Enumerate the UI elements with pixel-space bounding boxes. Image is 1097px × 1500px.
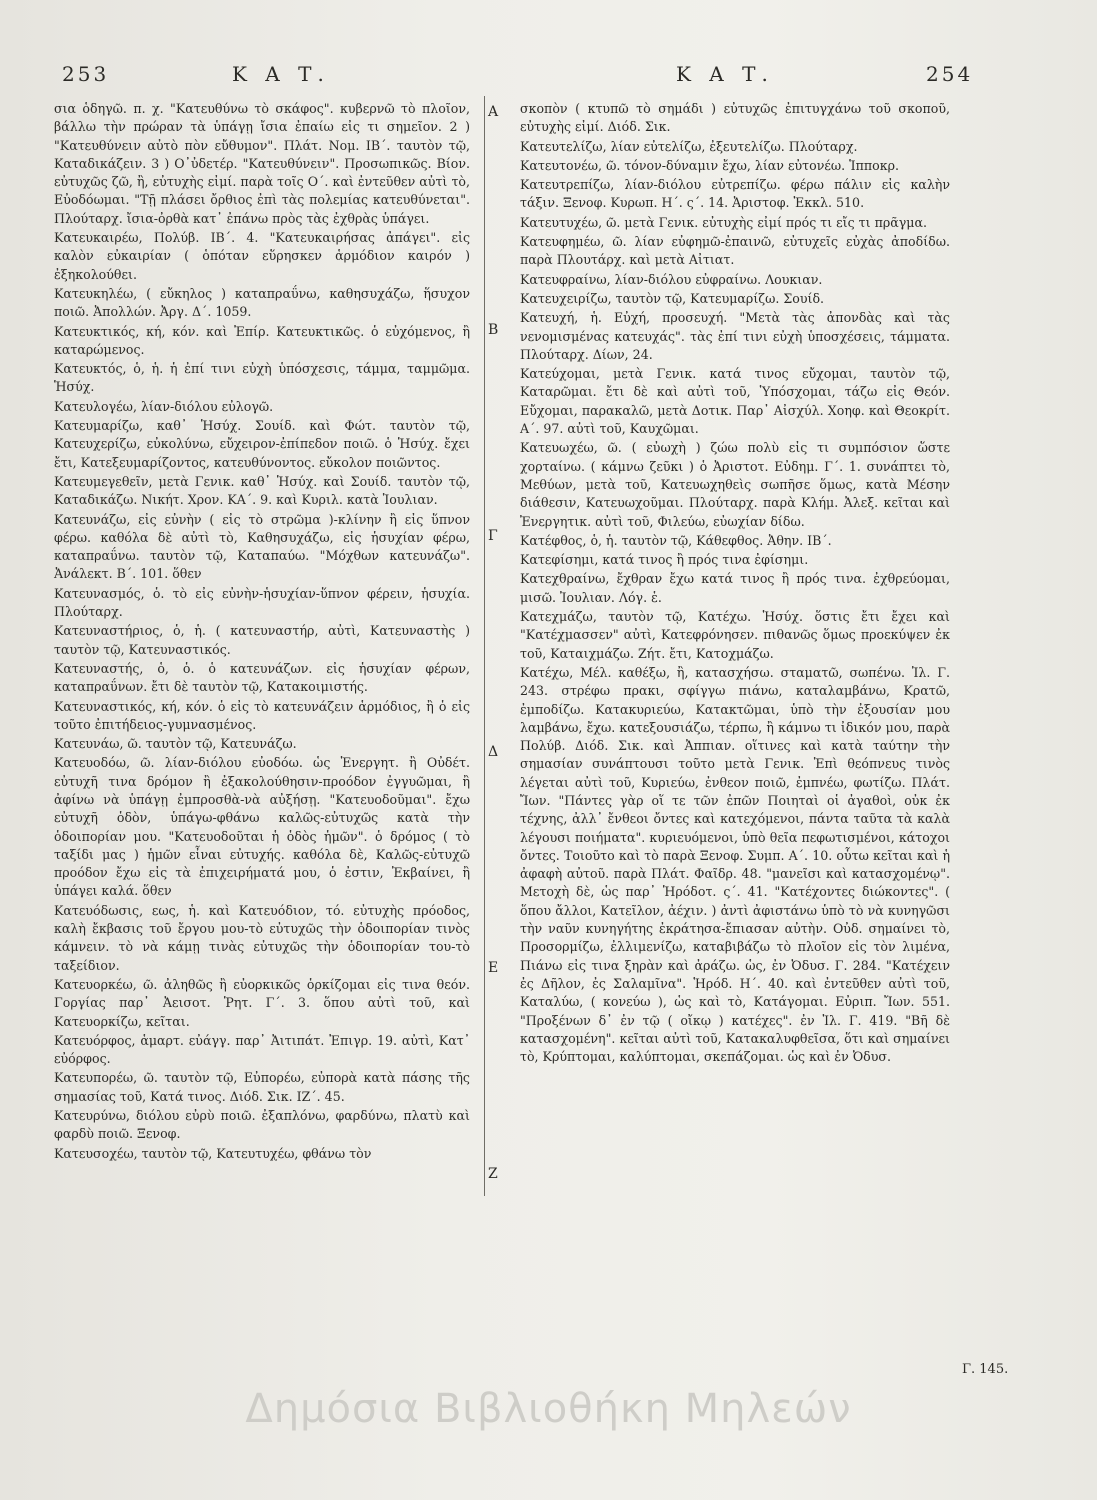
right-column-entry: Κατέχω, Μέλ. καθέξω, ἢ, κατασχήσω. σταματῶ, σωπένω. Ἰλ. Γ. 243. στρέφω πρακι, σφίγγω πιάνω, καταλαμβάνω, Κρατῶ, ἐμποδίζω. Κατακυριεύω, Κατακτῶμαι, ὑπὸ τὴν ἐξουσίαν μου λαμβάνω, ἔχω. κατεξουσιάζω, τέρπω, ἢ κάμνω τι ἰδικόν μου, παρὰ Πολύβ. Διόδ. Σικ. καὶ Ἀππιαν. οἵτινες καὶ κατὰ ταύτην τὴν σημασίαν συνάπτουσι τοῦτο μετὰ Γενικ. Ἐπὶ θεόπνευς τινὸς λέγεται αὐτὶ τοῦ, Κυριεύω, ἐνθεον ποιῶ, ἐμπνέω, φωτίζω. Πλάτ. Ἴων. "Πάντες γὰρ οἵ τε τῶν ἐπῶν Ποιηταὶ οἱ ἀγαθοὶ, οὐκ ἐκ τέχνης, ἀλλ᾽ ἔνθεοι ὄντες καὶ κατεχόμενοι, πάντα ταῦτα τὰ καλὰ λέγουσι ποιήματα". κυριευόμενοι, ὑπὸ θεῖα πεφωτισμένοι, κάτοχοι ὄντες. Τοιοῦτο καὶ τὸ παρὰ Ξενοφ. Συμπ. Α΄. 10. οὗτω κεῖται καὶ ἡ ἀφαφὴ αὐτοῦ. παρὰ Πλάτ. Φαῖδρ. 48. "μανεῖσι καὶ κατασχομένῳ". Μετοχὴ δὲ, ὡς παρ᾽ Ἡρόδοτ. ς΄. 41. "Κατέχοντες διώκοντες". ( ὅπου ἄλλοι, Κατεῖλον, ἀέχιν. ) ἀντὶ ἀφιστάνω ὑπὸ τὸ νὰ κυνηγῶσι τὴν ναῦν κυνηγήτης ἐκράτησα-ἔπιασαν αὐτὴν. Οὐδ. σημαίνει τὸ, Προσορμίζω, ἐλλιμενίζω, καταβιβάζω τὸ πλοῖον εἰς τὸν λιμένα, Πιάνω εἰς τινα ξηρὰν καὶ ἀράζω. ὡς, ἐν Ὀδυσ. Γ. 284. "Κατέχειν ἐς Δῆλον, ἐς Σαλαμῖνα". Ἡρόδ. Η΄. 40. καὶ ἐντεῦθεν αὐτὶ τοῦ, Καταλύω, ( κονεύω ), ὡς καὶ τὸ, Κατάγομαι. Εὐριπ. Ἴων. 551. "Προξένων δ᾽ ἐν τῷ ( οἴκῳ ) κατέχες". ἐν Ἰλ. Γ. 419. "Βῆ δὲ κατασχομένη". κεῖται αὐτὶ τοῦ, Κατακαλυφθεῖσα, ὅτι καὶ σημαίνει τὸ, Κρύπτομαι, καλύπτομαι, σκεπάζομαι. ὡς καὶ ἐν Ὀδυσ. [520,664,950,1065]
left-column-entry: Κατευπορέω, ῶ. ταυτὸν τῷ, Εὐπορέω, εὐπορὰ κατὰ πάσης τῆς σημασίας τοῦ, Κατά τινος. Διόδ. Σικ. ΙΖ΄. 45. [54,1070,470,1104]
page-footer-reference: Γ. 145. [962,1362,1009,1377]
left-column-entry: Κατευμαρίζω, καθ᾽ Ἡσύχ. Σουίδ. καὶ Φώτ. ταυτὸν τῷ, Κατευχερίζω, εὐκολύνω, εὔχειρον-ἐπίπεδον ποιῶ. ὁ Ἡσύχ. ἔχει ἔτι, Κατεξευμαρίζοντος, κατευθύνοντος. εὔκολον ποιῶντος. [54,418,470,470]
right-column [520,100,950,1067]
running-title-left: Κ Α Τ. [232,62,330,86]
right-column-entry: Κατεχθραίνω, ἔχθραν ἔχω κατά τινος ἢ πρός τινα. ἐχθρεύομαι, μισῶ. Ἰουλιαν. Λόγ. ἑ. [520,571,950,605]
left-column-entry: Κατευόρφος, ἁμαρτ. εὐάγγ. παρ᾽ Ἀιτιπάτ. Ἐπιγρ. 19. αὐτὶ, Κατ᾽ εὐόρφος. [54,1032,470,1067]
running-title-right: Κ Α Τ. [676,62,774,86]
left-column-entry: Κατευνάω, ῶ. ταυτὸν τῷ, Κατευνάζω. [54,736,297,752]
right-column-entry: Κατευφημέω, ῶ. λίαν εὐφημῶ-ἐπαινῶ, εὐτυχεῖς εὐχὰς ἀποδίδω. παρὰ Πλουτάρχ. καὶ μετὰ Αἰτιατ. [520,234,950,268]
section-marker-b: Β [488,322,499,338]
left-column-entry: Κατευναστής, ὁ, ὁ. ὁ κατευνάζων. εἰς ἡσυχίαν φέρων, καταπραΰνων. ἔτι δὲ ταυτὸν τῷ, Κατακοιμιστής. [54,660,470,695]
column-divider [484,96,485,1196]
left-column-entry: Κατευκαιρέω, Πολύβ. ΙΒ΄. 4. "Κατευκαιρήσας ἀπάγει". εἰς καλὸν εὐκαιρίαν ( ὁπόταν εὕρησκεν ἁρμόδιον καιρόν ) ἐξηκολούθει. [54,230,470,282]
left-column-entry: σια ὁδηγῶ. π. χ. "Κατευθύνω τὸ σκάφος". κυβερνῶ τὸ πλοῖον, βάλλω τὴν πρώραν τὰ ὑπάγῃ ἴσια ἐπαίω εἰς τι σημεῖον. 2 ) "Κατευθύνειν αὐτὸ πὸν εὔθυμον". Πλάτ. Νομ. ΙΒ΄. ταυτὸν τῷ, Καταδικάζειν. 3 ) Ο᾽ὐδετέρ. "Κατευθύνειν". Προσωπικῶς. Βίον. εὐτυχῶς ζῶ, ἢ, εὐτυχὴς εἰμί. παρὰ τοῖς Ο΄. καὶ ἐντεῦθεν αὐτὶ τὸ, Εὐοδόωμαι. "Τῇ πλάσει ὄρθιος ἐπὶ τὰς πολεμίας κατευθύνεται". Πλούταρχ. ἴσια-ὀρθὰ κατ᾽ ἐπάνω πρὸς τὰς ἐχθρὰς ὑπάγει. [54,101,470,226]
section-marker-e: Ε [488,960,499,976]
page-number-right: 254 [926,62,974,86]
section-marker-c: Γ [488,528,498,544]
right-column-entry: Κατευφραίνω, λίαν-διόλου εὐφραίνω. Λουκιαν. [520,271,823,287]
left-column-entry: Κατευμεγεθεῖν, μετὰ Γενικ. καθ᾽ Ἡσύχ. καὶ Σουίδ. ταυτὸν τῷ, Καταδικάζω. Νικήτ. Χρον. ΚΑ΄. 9. καὶ Κυριλ. κατὰ Ἰουλιαν. [54,473,470,508]
left-column-entry: Κατευναστικός, κή, κόν. ὁ εἰς τὸ κατευνάζειν ἁρμόδιος, ἢ ὁ εἰς τοῦτο ἐπιτήδειος-γυμνασμένος. [54,698,470,732]
left-column-entry: Κατευλογέω, λίαν-διόλου εὐλογῶ. [54,398,274,414]
right-column-entry: Κατευτελίζω, λίαν εὐτελίζω, ἐξευτελίζω. Πλούταρχ. [520,138,858,154]
left-column-entry: Κατευοδόω, ῶ. λίαν-διόλου εὐοδόω. ὡς Ἐνεργητ. ἢ Οὐδέτ. εὐτυχῆ τινα δρόμον ἢ ἐξακολούθησιν-προόδον ἐγγυῶμαι, ἢ ἀφίνω νὰ ὑπάγῃ ἐμπροσθὰ-νὰ αὐξήσῃ. "Κατευοδοῦμαι". ἔχω εὐτυχῆ ὁδὸν, ὑπάγω-φθάνω καλῶς-εὐτυχῶς κατὰ τὴν ὁδοιπορίαν μου. "Κατευοδοῦται ἡ ὁδὸς ἡμῶν". ὁ δρόμος ( τὸ ταξίδι μας ) ἡμῶν εἶναι εὐτυχής. καθόλα δὲ, Καλῶς-εὐτυχῶ προόδον ἔχω εἰς τὰ ἐπιχειρήματά μου, ὁ ἐστιν, Ἐκβαίνει, ἢ ὑπάγει καλά. ὅθεν [54,755,470,899]
right-column-entry: Κατευτρεπίζω, λίαν-διόλου εὐτρεπίζω. φέρω πάλιν εἰς καλὴν τάξιν. Ξενοφ. Κυρωπ. Η΄. ς΄. 14. Ἀριστοφ. Ἐκκλ. 510. [520,177,950,211]
left-column [54,100,470,1164]
library-watermark: Δημόσια Βιβλιοθήκη Μηλεών [245,1386,852,1432]
left-column-entry: Κατευρύνω, διόλου εὐρὺ ποιῶ. ἐξαπλόνω, φαρδύνω, πλατὺ καὶ φαρδὺ ποιῶ. Ξενοφ. [54,1108,470,1142]
left-column-entry: Κατευναστήριος, ὁ, ἡ. ( κατευναστήρ, αὐτὶ, Κατευναστὴς ) ταυτὸν τῷ, Κατευναστικός. [54,623,470,657]
left-column-entry: Κατευκηλέω, ( εὔκηλος ) καταπραΰνω, καθησυχάζω, ἥσυχον ποιῶ. Ἀπολλών. Ἀργ. Δ΄. 1059. [54,285,470,320]
left-column-entry: Κατευσοχέω, ταυτὸν τῷ, Κατευτυχέω, φθάνω τὸν [54,1145,372,1161]
left-column-entry: Κατευνασμός, ὁ. τὸ εἰς εὐνὴν-ἡσυχίαν-ὕπνον φέρειν, ἡσυχία. Πλούταρχ. [54,585,470,620]
left-column-entry: Κατευόδωσις, εως, ἡ. καὶ Κατευόδιον, τό. εὐτυχὴς πρόοδος, καλὴ ἔκβασις τοῦ ἔργου μου-τὸ εὐτυχῶς τὴν ὁδοιπορίαν τινὸς κάμνειν. τὸ νὰ κάμῃ τινὰς εὐτυχῶς τὴν ὁδοιπορίαν του-τὸ ταξείδιον. [54,902,470,973]
right-column-entry: Κατεφίσημι, κατά τινος ἢ πρός τινα ἐφίσημι. [520,552,809,568]
right-column-entry: Κατευχειρίζω, ταυτὸν τῷ, Κατευμαρίζω. Σουίδ. [520,290,825,306]
right-column-entry: Κατευτυχέω, ῶ. μετὰ Γενικ. εὐτυχὴς εἰμί πρός τι εἴς τι πρᾶγμα. [520,214,927,230]
section-marker-d: Δ [488,744,499,760]
right-column-entry: Κατέφθος, ὁ, ἡ. ταυτὸν τῷ, Κάθεφθος. Ἀθην. ΙΒ΄. [520,532,832,548]
left-column-entry: Κατευνάζω, εἰς εὐνὴν ( εἰς τὸ στρῶμα )-κλίνην ἢ εἰς ὕπνον φέρω. καθόλα δὲ αὐτὶ τὸ, Καθησυχάζω, εἰς ἡσυχίαν φέρω, καταπραΰνω. ταυτὸν τῷ, Καταπαύω. "Μόχθων κατευνάζω". Ἀνάλεκτ. Β΄. 101. ὅθεν [54,511,470,582]
section-marker-a: Α [488,104,499,120]
right-column-entry: Κατευχή, ἡ. Εὐχή, προσευχή. "Μετὰ τὰς ἀπονδὰς καὶ τὰς νενομισμένας κατευχάς". τὰς ἐπί τινι εὐχὴ ὑποσχέσεις, τάμματα. Πλούταρχ. Δίων, 24. [520,310,950,362]
left-column-entry: Κατευκτικός, κή, κόν. καὶ Ἐπίρ. Κατευκτικῶς. ὁ εὐχόμενος, ἢ καταρώμενος. [54,323,470,357]
right-column-entry: Κατευτονέω, ῶ. τόνον-δύναμιν ἔχω, λίαν εὐτονέω. Ἱπποκρ. [520,157,900,173]
section-marker-f: Ζ [488,1166,498,1182]
left-column-entry: Κατευκτός, ὁ, ἡ. ἡ ἐπί τινι εὐχὴ ὑπόσχεσις, τάμμα, ταμμῶμα. Ἡσύχ. [54,361,470,395]
right-column-entry: Κατευωχέω, ῶ. ( εὐωχὴ ) ζώω πολὺ εἰς τι συμπόσιον ὥστε χορταίνω. ( κάμνω ζεῦκι ) ὁ Ἀριστοτ. Εὐδημ. Γ΄. 1. συνάπτει τὸ, Μεθύων, μετὰ τοῦ, Κατευωχηθεὶς σωπῆσε ὅμως, κατὰ Μέσην διάθεσιν, Κατευωχοῦμαι. Πλούταρχ. παρὰ Κλήμ. Ἀλεξ. κεῖται καὶ Ἐνεργητικ. αὐτὶ τοῦ, Φιλεύω, εὐωχίαν δίδω. [520,440,950,529]
right-column-entry: Κατεύχομαι, μετὰ Γενικ. κατά τινος εὔχομαι, ταυτὸν τῷ, Καταρῶμαι. ἔτι δὲ καὶ αὐτὶ τοῦ, Ὑπόσχομαι, τάζω εἰς Θεόν. Εὔχομαι, παρακαλῶ, μετὰ Δοτικ. Παρ᾽ Αἰσχύλ. Χοηφ. καὶ Θεοκρίτ. Α΄. 97. αὐτὶ τοῦ, Καυχῶμαι. [520,366,950,437]
left-column-entry: Κατευορκέω, ῶ. ἀληθῶς ἢ εὐορκικῶς ὁρκίζομαι εἰς τινα θεόν. Γοργίας παρ᾽ Ἀεισοτ. Ῥητ. Γ΄. 3. ὅπου αὐτὶ τοῦ, καὶ Κατευορκίζω, κεῖται. [54,976,470,1029]
right-column-entry: σκοπὸν ( κτυπῶ τὸ σημάδι ) εὐτυχῶς ἐπιτυγχάνω τοῦ σκοποῦ, εὐτυχὴς εἰμί. Διόδ. Σικ. [520,101,950,135]
right-column-entry: Κατεχμάζω, ταυτὸν τῷ, Κατέχω. Ἡσύχ. ὅστις ἔτι ἔχει καὶ "Κατέχμασσεν" αὐτὶ, Κατεφρόνησεν. πιθανῶς ὅμως προεκύψεν ἐκ τοῦ, Καταιχμάζω. Ζήτ. ἔτι, Κατοχμάζω. [520,609,950,661]
page-number-left: 253 [62,62,110,86]
